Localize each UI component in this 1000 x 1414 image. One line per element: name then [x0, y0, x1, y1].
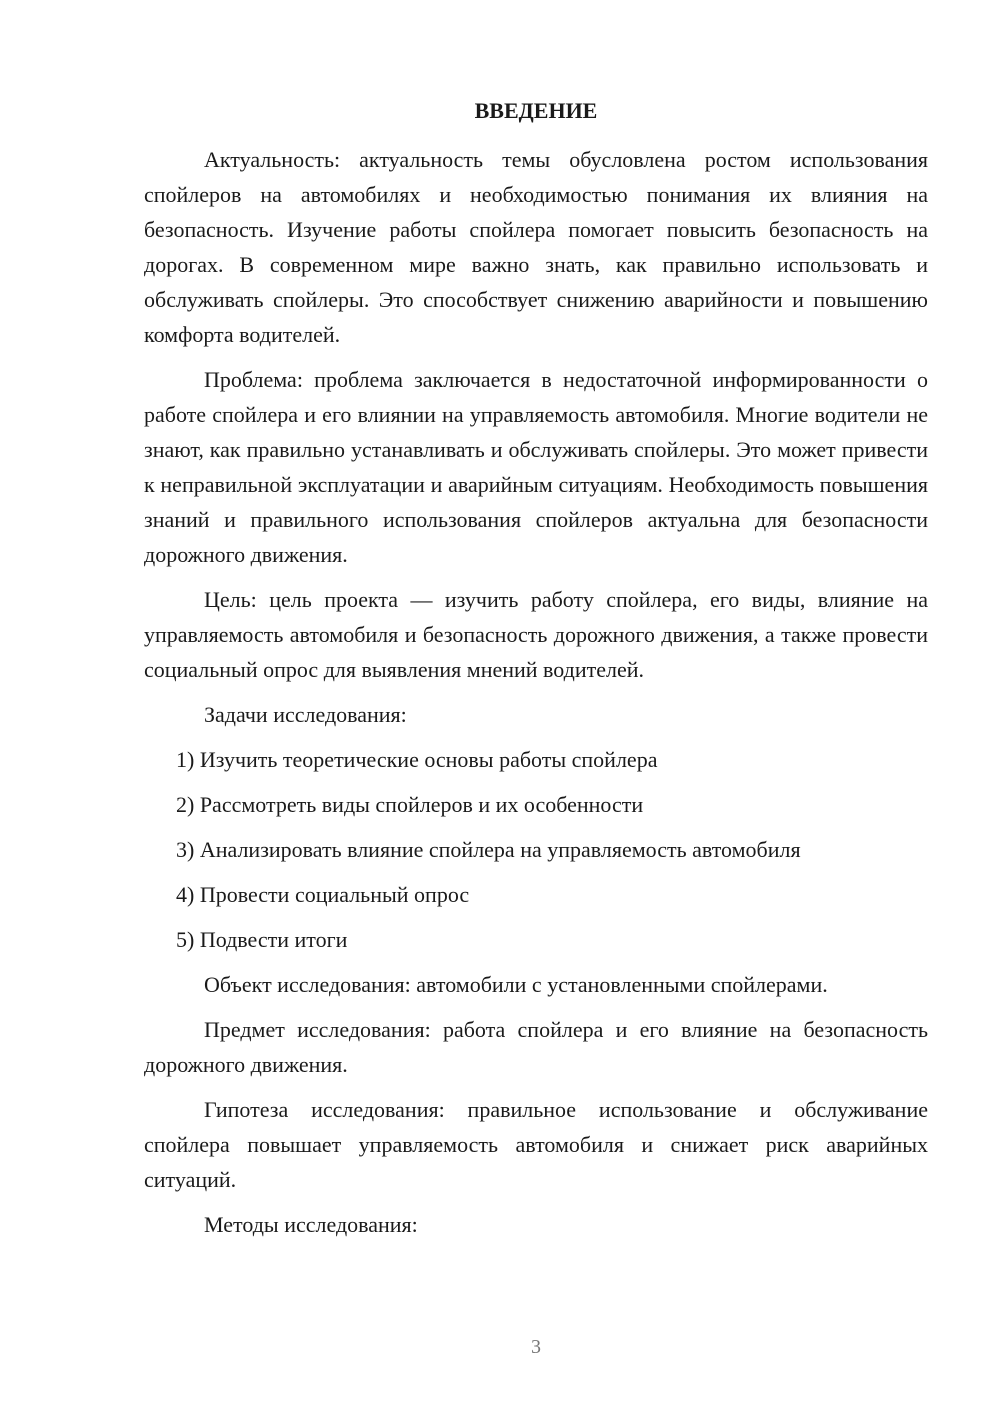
- list-item: 5) Подвести итоги: [176, 927, 348, 952]
- list-item: 2) Рассмотреть виды спойлеров и их особенности: [176, 792, 644, 817]
- hypothesis-paragraph: Гипотеза исследования: правильное использование и обслуживание спойлера повышает управляемость автомобиля и снижает риск аварийных ситуаций.: [144, 1097, 928, 1192]
- subject-paragraph: Предмет исследования: работа спойлера и его влияние на безопасность дорожного движения.: [144, 1017, 928, 1077]
- page-title: ВВЕДЕНИЕ: [474, 98, 598, 123]
- problem-paragraph: Проблема: проблема заключается в недостаточной информированности о работе спойлера и его влиянии на управляемость автомобиля. Многие водители не знают, как правильно устанавливать и обслуживать спойлеры. Это может привести к неправильной эксплуатации и аварийным ситуациям. Необходимость повышения знаний и правильного использования спойлеров актуальна для безопасности дорожного движения.: [144, 367, 928, 567]
- tasks-heading: Задачи исследования:: [204, 702, 407, 727]
- object-paragraph: Объект исследования: автомобили с установленными спойлерами.: [204, 972, 828, 997]
- relevance-paragraph: Актуальность: актуальность темы обусловлена ростом использования спойлеров на автомобилях и необходимостью понимания их влияния на безопасность. Изучение работы спойлера помогает повысить безопасность на дорогах. В современном мире важно знать, как правильно использовать и обслуживать спойлеры. Это способствует снижению аварийности и повышению комфорта водителей.: [144, 147, 928, 347]
- methods-heading: Методы исследования:: [204, 1212, 418, 1237]
- document-body: [144, 142, 928, 1252]
- page-number: 3: [531, 1336, 541, 1358]
- list-item: 3) Анализировать влияние спойлера на управляемость автомобиля: [176, 837, 801, 862]
- list-item: 4) Провести социальный опрос: [176, 882, 470, 907]
- tasks-list: [144, 742, 928, 957]
- list-item: 1) Изучить теоретические основы работы спойлера: [176, 747, 658, 772]
- goal-paragraph: Цель: цель проекта — изучить работу спойлера, его виды, влияние на управляемость автомобиля и безопасность дорожного движения, а также провести социальный опрос для выявления мнений водителей.: [144, 587, 928, 682]
